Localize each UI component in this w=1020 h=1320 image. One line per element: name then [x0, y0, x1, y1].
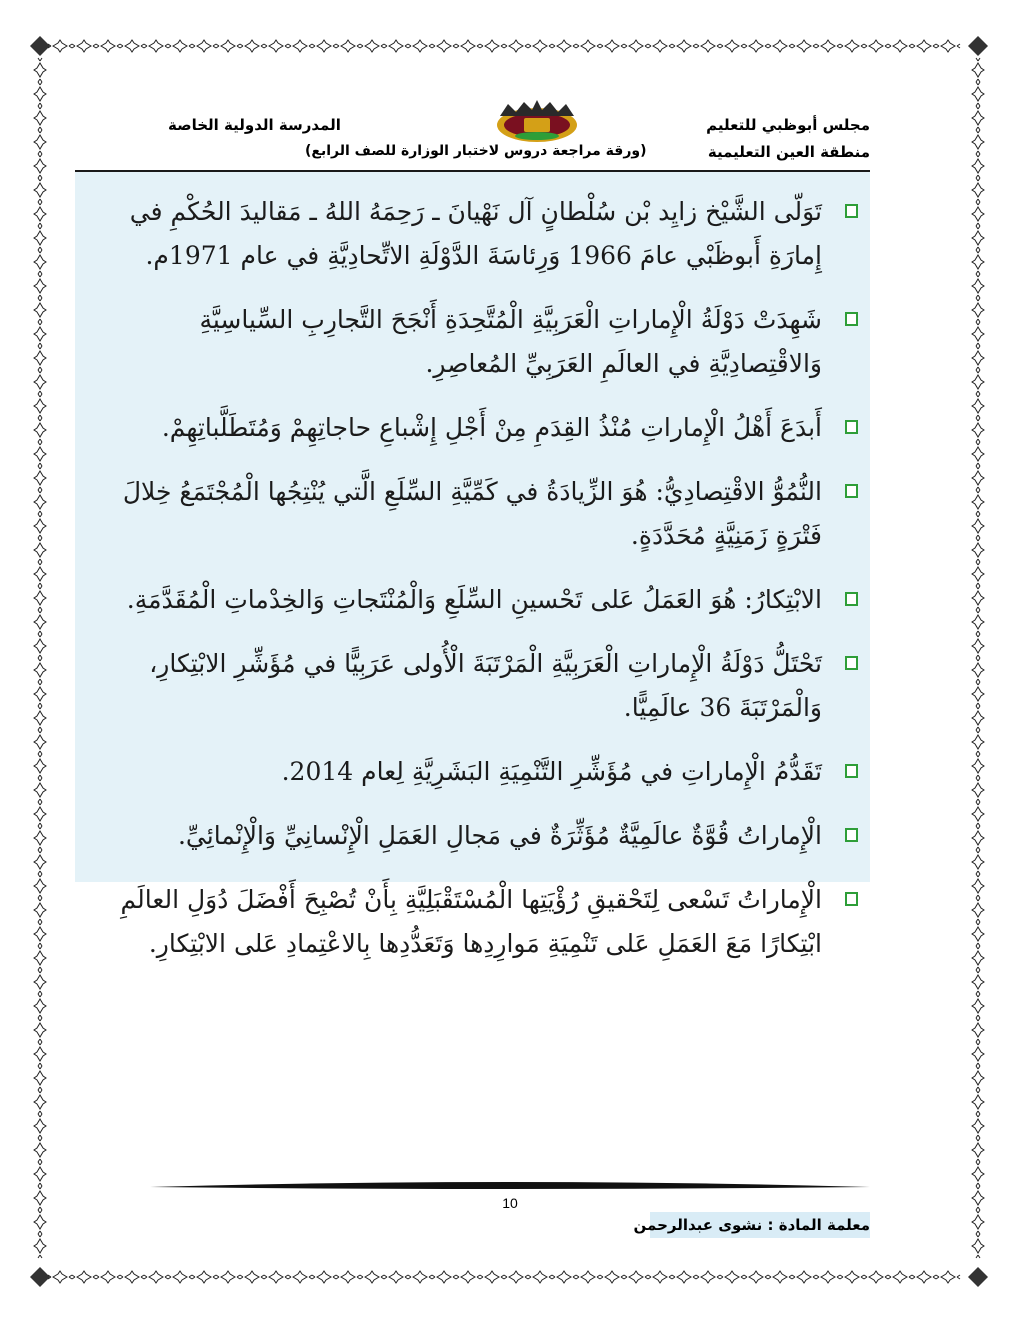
checkbox-bullet-icon	[845, 312, 858, 326]
border-ornament	[972, 322, 984, 346]
border-ornament	[288, 1271, 312, 1283]
checkbox-bullet-icon	[845, 892, 858, 906]
border-ornament	[34, 514, 46, 538]
border-ornament	[972, 274, 984, 298]
border-ornament	[34, 1162, 46, 1186]
border-ornament	[34, 130, 46, 154]
border-ornament	[34, 562, 46, 586]
border-ornament	[34, 946, 46, 970]
border-ornament	[34, 1018, 46, 1042]
border-ornament	[216, 40, 240, 52]
border-ornament	[34, 442, 46, 466]
border-ornament	[34, 1138, 46, 1162]
border-ornament	[96, 1271, 120, 1283]
border-ornament	[972, 490, 984, 514]
border-ornament	[912, 1271, 936, 1283]
border-ornament	[720, 40, 744, 52]
border-ornament	[120, 40, 144, 52]
border-ornament	[972, 778, 984, 802]
border-ornament	[456, 40, 480, 52]
border-ornament	[972, 418, 984, 442]
border-ornament	[34, 898, 46, 922]
border-ornament	[144, 1271, 168, 1283]
border-ornament	[972, 946, 984, 970]
border-ornament	[972, 82, 984, 106]
border-ornament	[972, 202, 984, 226]
border-ornament	[864, 1271, 888, 1283]
border-ornament	[34, 634, 46, 658]
border-ornament	[972, 1138, 984, 1162]
school-name: المدرسة الدولية الخاصة	[168, 116, 341, 134]
review-point-text: الْإِماراتُ قُوَّةٌ عالَمِيَّةٌ مُؤَثِّرَةٌ في مَجالِ العَمَلِ الْإِنْسانِيِّ وَالْإِنْمائِيِّ.	[177, 821, 822, 850]
border-ornament	[972, 346, 984, 370]
border-ornament	[972, 370, 984, 394]
border-ornament	[34, 250, 46, 274]
border-ornament	[34, 346, 46, 370]
border-ornament	[648, 1271, 672, 1283]
checkbox-bullet-icon	[845, 656, 858, 670]
review-point-text: تَوَلّى الشَّيْخ زايِد بْن سُلْطانٍ آل نَهْيانَ ـ رَحِمَهُ اللهُ ـ مَقاليدَ الحُكْمِ في إِمارَةِ أَبوظَبْي عامَ 1966 وَرِئاسَةَ الدَّوْلَةِ الاتِّحادِيَّةِ في عام 1971م.	[129, 197, 822, 270]
border-ornament	[34, 226, 46, 250]
border-ornament	[408, 1271, 432, 1283]
border-ornament	[34, 994, 46, 1018]
border-ornament	[972, 682, 984, 706]
review-point-text: أَبدَعَ أَهْلُ الْإِماراتِ مُنْذُ القِدَمِ مِنْ أَجْلِ إِشْباعِ حاجاتِهِمْ وَمُتَطَلَّباتِهِمْ.	[161, 413, 822, 442]
border-ornament	[672, 1271, 696, 1283]
border-ornament	[34, 610, 46, 634]
border-ornament	[34, 178, 46, 202]
border-ornament	[972, 898, 984, 922]
review-point-text: تَقَدُّمُ الْإِماراتِ في مُؤَشِّرِ التَّنْمِيَةِ البَشَرِيَّةِ لِعام 2014.	[281, 757, 822, 786]
border-ornament	[48, 1271, 72, 1283]
review-point-text: الْإِماراتُ تَسْعى لِتَحْقيقِ رُؤْيَتِها الْمُسْتَقْبَلِيَّةِ بِأَنْ تُصْبِحَ أَفْضَلَ دُوَلِ العالَمِ ابْتِكارًا مَعَ العَمَلِ عَلى تَنْمِيَةِ مَوارِدِها وَتَعَدُّدِها بِالاعْتِمادِ عَلى الابْتِكارِ.	[120, 885, 822, 958]
border-ornament	[34, 538, 46, 562]
border-ornament	[34, 1090, 46, 1114]
border-ornament	[972, 730, 984, 754]
border-ornament	[34, 658, 46, 682]
border-ornament	[600, 1271, 624, 1283]
border-ornament	[34, 682, 46, 706]
border-ornament	[672, 40, 696, 52]
border-ornament	[840, 1271, 864, 1283]
border-ornament	[528, 40, 552, 52]
border-ornament	[972, 1066, 984, 1090]
border-ornament	[34, 82, 46, 106]
border-ornament	[34, 850, 46, 874]
border-ornament	[696, 1271, 720, 1283]
border-ornament	[972, 1234, 984, 1258]
border-ornament	[972, 298, 984, 322]
border-ornament	[240, 40, 264, 52]
review-points-list	[75, 190, 870, 986]
review-point-text: الابْتِكارُ: هُوَ العَمَلُ عَلى تَحْسينِ السِّلَعِ وَالْمُنْتَجاتِ وَالخِدْماتِ الْمُقَدَّمَةِ.	[126, 585, 822, 614]
border-ornament	[972, 802, 984, 826]
checkbox-bullet-icon	[845, 420, 858, 434]
border-ornament	[144, 40, 168, 52]
checkbox-bullet-icon	[845, 592, 858, 606]
border-ornament	[744, 40, 768, 52]
border-ornament	[972, 1186, 984, 1210]
border-ornament	[888, 1271, 912, 1283]
border-ornament	[34, 202, 46, 226]
border-ornament	[360, 40, 384, 52]
border-ornament	[972, 850, 984, 874]
border-ornament	[600, 40, 624, 52]
border-ornament	[168, 40, 192, 52]
border-ornament	[768, 40, 792, 52]
region-name: منطقة العين التعليمية	[707, 143, 870, 161]
border-ornament	[34, 274, 46, 298]
checkbox-bullet-icon	[845, 764, 858, 778]
border-ornament	[408, 40, 432, 52]
border-ornament	[48, 40, 72, 52]
teacher-name: معلمة المادة : نشوى عبدالرحمن	[650, 1212, 870, 1238]
council-name: مجلس أبوظبي للتعليم	[706, 116, 870, 134]
border-ornament	[972, 1090, 984, 1114]
border-corner-ornament	[968, 1267, 988, 1287]
border-ornament	[384, 1271, 408, 1283]
border-ornament	[792, 1271, 816, 1283]
border-ornament	[972, 970, 984, 994]
border-ornament	[576, 40, 600, 52]
border-ornament	[972, 466, 984, 490]
border-ornament	[336, 1271, 360, 1283]
border-ornament	[816, 1271, 840, 1283]
border-ornament	[972, 178, 984, 202]
border-ornament	[972, 1042, 984, 1066]
border-ornament	[384, 40, 408, 52]
border-ornament	[972, 562, 984, 586]
border-ornament	[972, 58, 984, 82]
border-ornament	[972, 394, 984, 418]
border-ornament	[696, 40, 720, 52]
border-ornament	[34, 1210, 46, 1234]
border-ornament	[972, 922, 984, 946]
border-ornament	[972, 706, 984, 730]
border-ornament	[96, 40, 120, 52]
border-ornament	[34, 586, 46, 610]
border-ornament	[264, 40, 288, 52]
border-ornament	[480, 1271, 504, 1283]
border-ornament	[552, 1271, 576, 1283]
border-ornament	[972, 442, 984, 466]
border-ornament	[972, 250, 984, 274]
border-ornament	[312, 40, 336, 52]
border-ornament	[336, 40, 360, 52]
border-ornament	[972, 538, 984, 562]
border-ornament	[432, 40, 456, 52]
checkbox-bullet-icon	[845, 484, 858, 498]
border-ornament	[480, 40, 504, 52]
border-ornament	[34, 418, 46, 442]
border-ornament	[720, 1271, 744, 1283]
border-ornament	[34, 706, 46, 730]
border-ornament	[34, 826, 46, 850]
border-ornament	[972, 514, 984, 538]
border-ornament	[34, 370, 46, 394]
review-point-text: تَحْتَلُّ دَوْلَةُ الْإِماراتِ الْعَرَبِيَّةِ الْمَرْتَبَةَ الْأُولى عَرَبِيًّا في مُؤَشِّرِ الابْتِكارِ، وَالْمَرْتَبَةَ 36 عالَمِيًّا.	[149, 649, 822, 722]
border-ornament	[34, 874, 46, 898]
border-ornament	[576, 1271, 600, 1283]
review-point	[75, 814, 870, 858]
worksheet-title: (ورقة مراجعة دروس لاختبار الوزارة للصف الرابع)	[305, 143, 647, 159]
border-ornament	[972, 658, 984, 682]
border-ornament	[240, 1271, 264, 1283]
border-corner-ornament	[968, 36, 988, 56]
border-ornament	[972, 826, 984, 850]
review-point	[75, 750, 870, 794]
border-ornament	[888, 40, 912, 52]
border-ornament	[34, 394, 46, 418]
panel-top-divider	[75, 170, 870, 172]
border-ornament	[34, 1234, 46, 1258]
school-logo	[494, 98, 580, 144]
border-ornament	[192, 40, 216, 52]
review-point	[75, 190, 870, 278]
border-ornament	[34, 1114, 46, 1138]
border-ornament	[648, 40, 672, 52]
review-point-text: شَهِدَتْ دَوْلَةُ الْإِماراتِ الْعَرَبِيَّةِ الْمُتَّحِدَةِ أَنْجَحَ التَّجارِبِ السِّياسِيَّةِ وَالاقْتِصادِيَّةِ في العالَمِ العَرَبِيِّ المُعاصِرِ.	[199, 305, 822, 378]
border-ornament	[972, 106, 984, 130]
review-point	[75, 406, 870, 450]
checkbox-bullet-icon	[845, 204, 858, 218]
border-ornament	[34, 106, 46, 130]
border-ornament	[34, 154, 46, 178]
review-point-text: النُّمُوُّ الاقْتِصادِيُّ: هُوَ الزِّيادَةُ في كَمِّيَّةِ السِّلَعِ الَّتي يُنْتِجُها الْمُجْتَمَعُ خِلالَ فَتْرَةٍ زَمَنِيَّةٍ مُحَدَّدَةٍ.	[122, 477, 822, 550]
border-ornament	[528, 1271, 552, 1283]
border-corner-ornament	[30, 1267, 50, 1287]
review-point	[75, 642, 870, 730]
border-ornament	[624, 1271, 648, 1283]
border-ornament	[34, 466, 46, 490]
review-panel	[75, 170, 870, 958]
border-ornament	[34, 1042, 46, 1066]
border-ornament	[816, 40, 840, 52]
border-corner-ornament	[30, 36, 50, 56]
border-ornament	[34, 922, 46, 946]
border-ornament	[972, 994, 984, 1018]
border-ornament	[34, 778, 46, 802]
border-ornament	[34, 730, 46, 754]
border-ornament	[972, 634, 984, 658]
border-ornament	[972, 586, 984, 610]
border-ornament	[972, 874, 984, 898]
border-ornament	[864, 40, 888, 52]
border-ornament	[34, 1186, 46, 1210]
border-ornament	[456, 1271, 480, 1283]
border-ornament	[972, 1210, 984, 1234]
border-ornament	[34, 1066, 46, 1090]
border-ornament	[120, 1271, 144, 1283]
border-ornament	[34, 970, 46, 994]
border-ornament	[34, 322, 46, 346]
border-ornament	[72, 40, 96, 52]
border-ornament	[972, 130, 984, 154]
border-ornament	[936, 1271, 960, 1283]
border-ornament	[972, 754, 984, 778]
border-ornament	[840, 40, 864, 52]
border-ornament	[624, 40, 648, 52]
border-ornament	[768, 1271, 792, 1283]
border-ornament	[972, 610, 984, 634]
border-ornament	[972, 1162, 984, 1186]
border-ornament	[972, 154, 984, 178]
border-ornament	[744, 1271, 768, 1283]
review-point	[75, 298, 870, 386]
border-ornament	[216, 1271, 240, 1283]
border-ornament	[972, 1018, 984, 1042]
border-ornament	[312, 1271, 336, 1283]
border-ornament	[972, 226, 984, 250]
border-ornament	[264, 1271, 288, 1283]
checkbox-bullet-icon	[845, 828, 858, 842]
border-ornament	[34, 490, 46, 514]
page-number: 10	[502, 1195, 518, 1211]
border-ornament	[552, 40, 576, 52]
border-ornament	[504, 40, 528, 52]
border-ornament	[72, 1271, 96, 1283]
review-point	[75, 470, 870, 558]
border-ornament	[504, 1271, 528, 1283]
review-point	[75, 578, 870, 622]
border-ornament	[360, 1271, 384, 1283]
border-ornament	[192, 1271, 216, 1283]
border-ornament	[34, 754, 46, 778]
border-ornament	[432, 1271, 456, 1283]
border-ornament	[972, 1114, 984, 1138]
border-ornament	[792, 40, 816, 52]
border-ornament	[34, 298, 46, 322]
border-ornament	[34, 802, 46, 826]
border-ornament	[288, 40, 312, 52]
border-ornament	[936, 40, 960, 52]
footer-divider	[150, 1178, 870, 1192]
review-point	[75, 878, 870, 966]
border-ornament	[912, 40, 936, 52]
border-ornament	[34, 58, 46, 82]
border-ornament	[168, 1271, 192, 1283]
